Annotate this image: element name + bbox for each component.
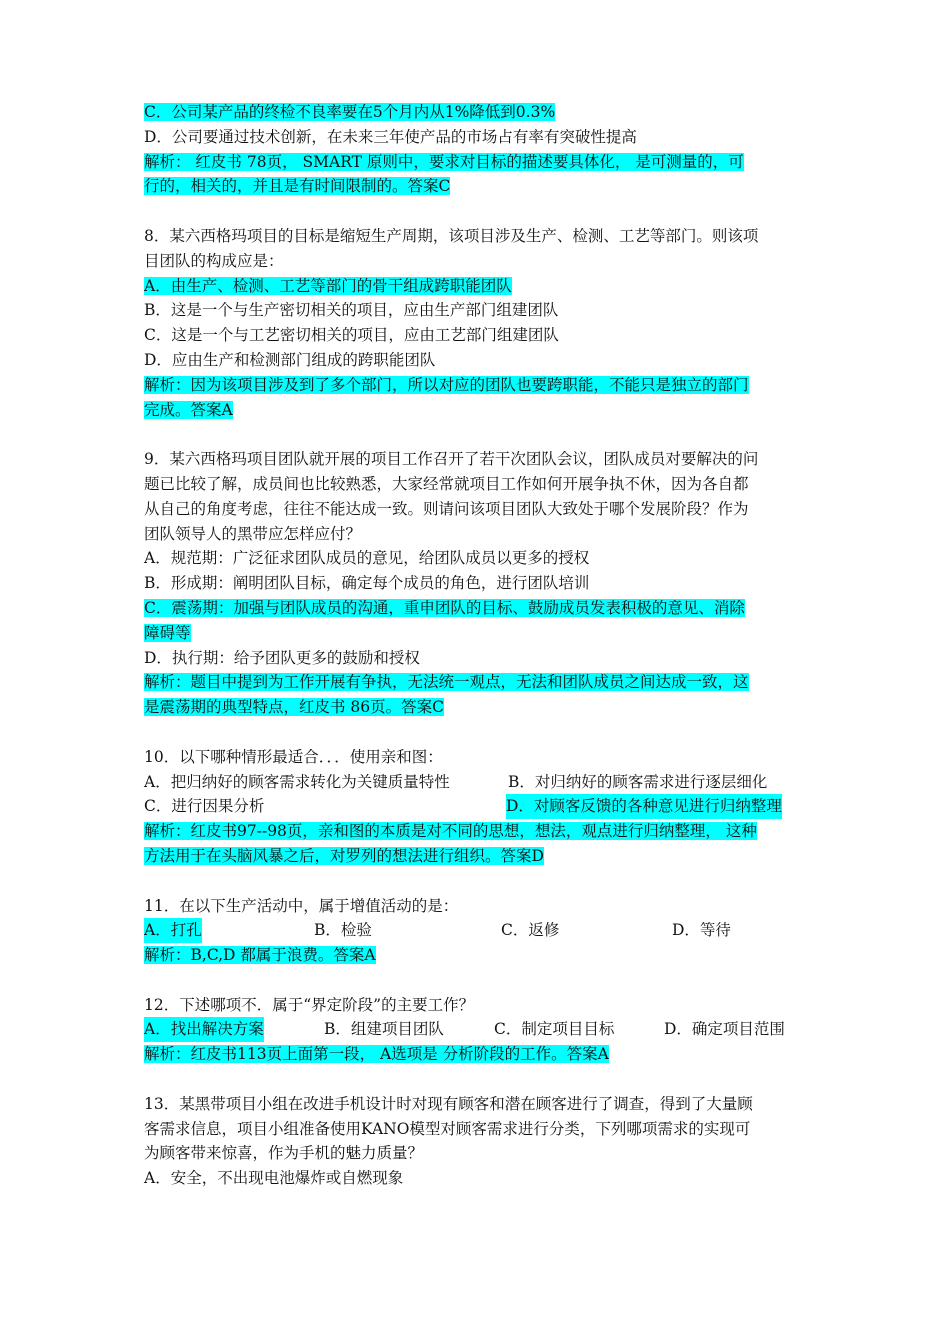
question-10-options-row-1 [144,770,814,795]
question-9-explanation-2: 是震荡期的典型特点，红皮书 86页。答案C [144,698,445,717]
question-10-option-b: B．对归纳好的顾客需求进行逐层细化 [508,772,768,791]
question-9-option-c-line-2 [144,621,814,646]
question-8-option-d: D．应由生产和检测部门组成的跨职能团队 [144,350,436,369]
question-10-option-c: C．进行因果分析 [144,797,265,816]
question-13-option-a: A．安全，不出现电池爆炸或自燃现象 [144,1169,404,1188]
question-9-option-c-1: C．震荡期：加强与团队成员的沟通，重申团队的目标、鼓励成员发表积极的意见、消除 [144,598,745,617]
question-9-stem-3: 从自己的角度考虑，往往不能达成一致。则请问该项目团队大致处于哪个发展阶段？作为 [144,499,749,518]
question-9-option-d: D．执行期：给予团队更多的鼓励和授权 [144,648,420,667]
question-11-option-a: A．打孔 [144,918,202,943]
question-9-option-c-line-1 [144,596,814,621]
question-9-stem-2: 题已比较了解，成员间也比较熟悉，大家经常就项目工作如何开展争执不休，因为各自都 [144,474,749,493]
question-13-stem-1: 13．某黑带项目小组在改进手机设计时对现有顾客和潜在顾客进行了调查，得到了大量顾 [144,1094,753,1113]
document-page [144,100,814,1191]
question-10-explanation-2: 方法用于在头脑风暴之后，对罗列的想法进行组织。答案D [144,846,544,865]
question-11-explanation-line [144,943,814,968]
question-8-stem-1: 8．某六西格玛项目的目标是缩短生产周期，该项目涉及生产、检测、工艺等部门。则该项 [144,226,759,245]
question-9-option-b: B．形成期：阐明团队目标，确定每个成员的角色，进行团队培训 [144,574,590,593]
question-7-option-d: D．公司要通过技术创新，在未来三年使产品的市场占有率有突破性提高 [144,127,637,146]
question-8-explanation-line-2 [144,398,814,423]
question-8-explanation-2: 完成。答案A [144,400,233,419]
question-7-option-c-line [144,100,814,125]
question-11-stem: 11．在以下生产活动中，属于增值活动的是： [144,896,459,915]
question-12-option-d: D．确定项目范围 [664,1020,785,1039]
question-9-explanation-1: 解析：题目中提到为工作开展有争执，无法统一观点，无法和团队成员之间达成一致，这 [144,673,749,692]
question-10-option-a: A．把归纳好的顾客需求转化为关键质量特性 [144,772,450,791]
question-8-option-a: A．由生产、检测、工艺等部门的骨干组成跨职能团队 [144,276,512,295]
question-7-explanation-1: 解析： 红皮书 78页， SMART 原则中，要求对目标的描述要具体化， 是可测量的，可 [144,152,744,171]
question-9-stem-4: 团队领导人的黑带应怎样应付？ [144,524,362,543]
question-8-option-b: B．这是一个与生产密切相关的项目，应由生产部门组建团队 [144,301,559,320]
question-10-options-row-2 [144,794,814,819]
question-12-option-a: A．找出解决方案 [144,1017,264,1042]
question-9-explanation-line-2 [144,695,814,720]
question-9-option-a: A．规范期：广泛征求团队成员的意见，给团队成员以更多的授权 [144,549,590,568]
question-8-explanation-line-1 [144,373,814,398]
question-9-stem-1: 9．某六西格玛项目团队就开展的项目工作召开了若干次团队会议，团队成员对要解决的问 [144,450,759,469]
question-8-stem-2: 目团队的构成应是： [144,251,284,270]
question-10-stem: 10．以下哪种情形最适合．．．使用亲和图： [144,747,443,766]
question-7-option-c: C．公司某产品的终检不良率要在5个月内从1%降低到0.3% [144,103,556,121]
question-11-option-d: D．等待 [672,921,731,940]
question-7-explanation-line-1 [144,150,814,175]
question-10-explanation-line-1 [144,819,814,844]
question-11-options-row [144,918,814,943]
question-11-explanation: 解析：B,C,D 都属于浪费。答案A [144,946,376,965]
question-13-stem-2: 客需求信息，项目小组准备使用KANO模型对顾客需求进行分类，下列哪项需求的实现可 [144,1119,751,1138]
question-12-explanation: 解析：红皮书113页上面第一段， A选项是 分析阶段的工作。答案A [144,1045,609,1064]
question-12-explanation-line [144,1042,814,1067]
question-7-explanation-2: 行的，相关的，并且是有时间限制的。答案C [144,177,451,196]
question-11-option-c: C．返修 [501,921,560,940]
question-12-option-c: C．制定项目目标 [494,1020,615,1039]
question-9-option-c-2: 障碍等 [144,623,191,642]
question-10-explanation-line-2 [144,844,814,869]
question-8-option-c: C．这是一个与工艺密切相关的项目，应由工艺部门组建团队 [144,326,559,345]
question-12-option-b: B．组建项目团队 [324,1020,444,1039]
question-9-explanation-line-1 [144,670,814,695]
question-10-option-d: D．对顾客反馈的各种意见进行归纳整理 [506,794,782,819]
question-8-option-a-line [144,274,814,299]
question-11-option-b: B．检验 [314,921,372,940]
question-12-stem: 12．下述哪项不．属于“界定阶段”的主要工作？ [144,995,475,1014]
question-7-explanation-line-2 [144,174,814,199]
question-10-explanation-1: 解析：红皮书97--98页，亲和图的本质是对不同的思想，想法，观点进行归纳整理， 这种 [144,822,757,841]
question-12-options-row [144,1017,814,1042]
question-13-stem-3: 为顾客带来惊喜，作为手机的魅力质量？ [144,1144,424,1163]
question-8-explanation-1: 解析：因为该项目涉及到了多个部门，所以对应的团队也要跨职能，不能只是独立的部门 [144,375,749,394]
